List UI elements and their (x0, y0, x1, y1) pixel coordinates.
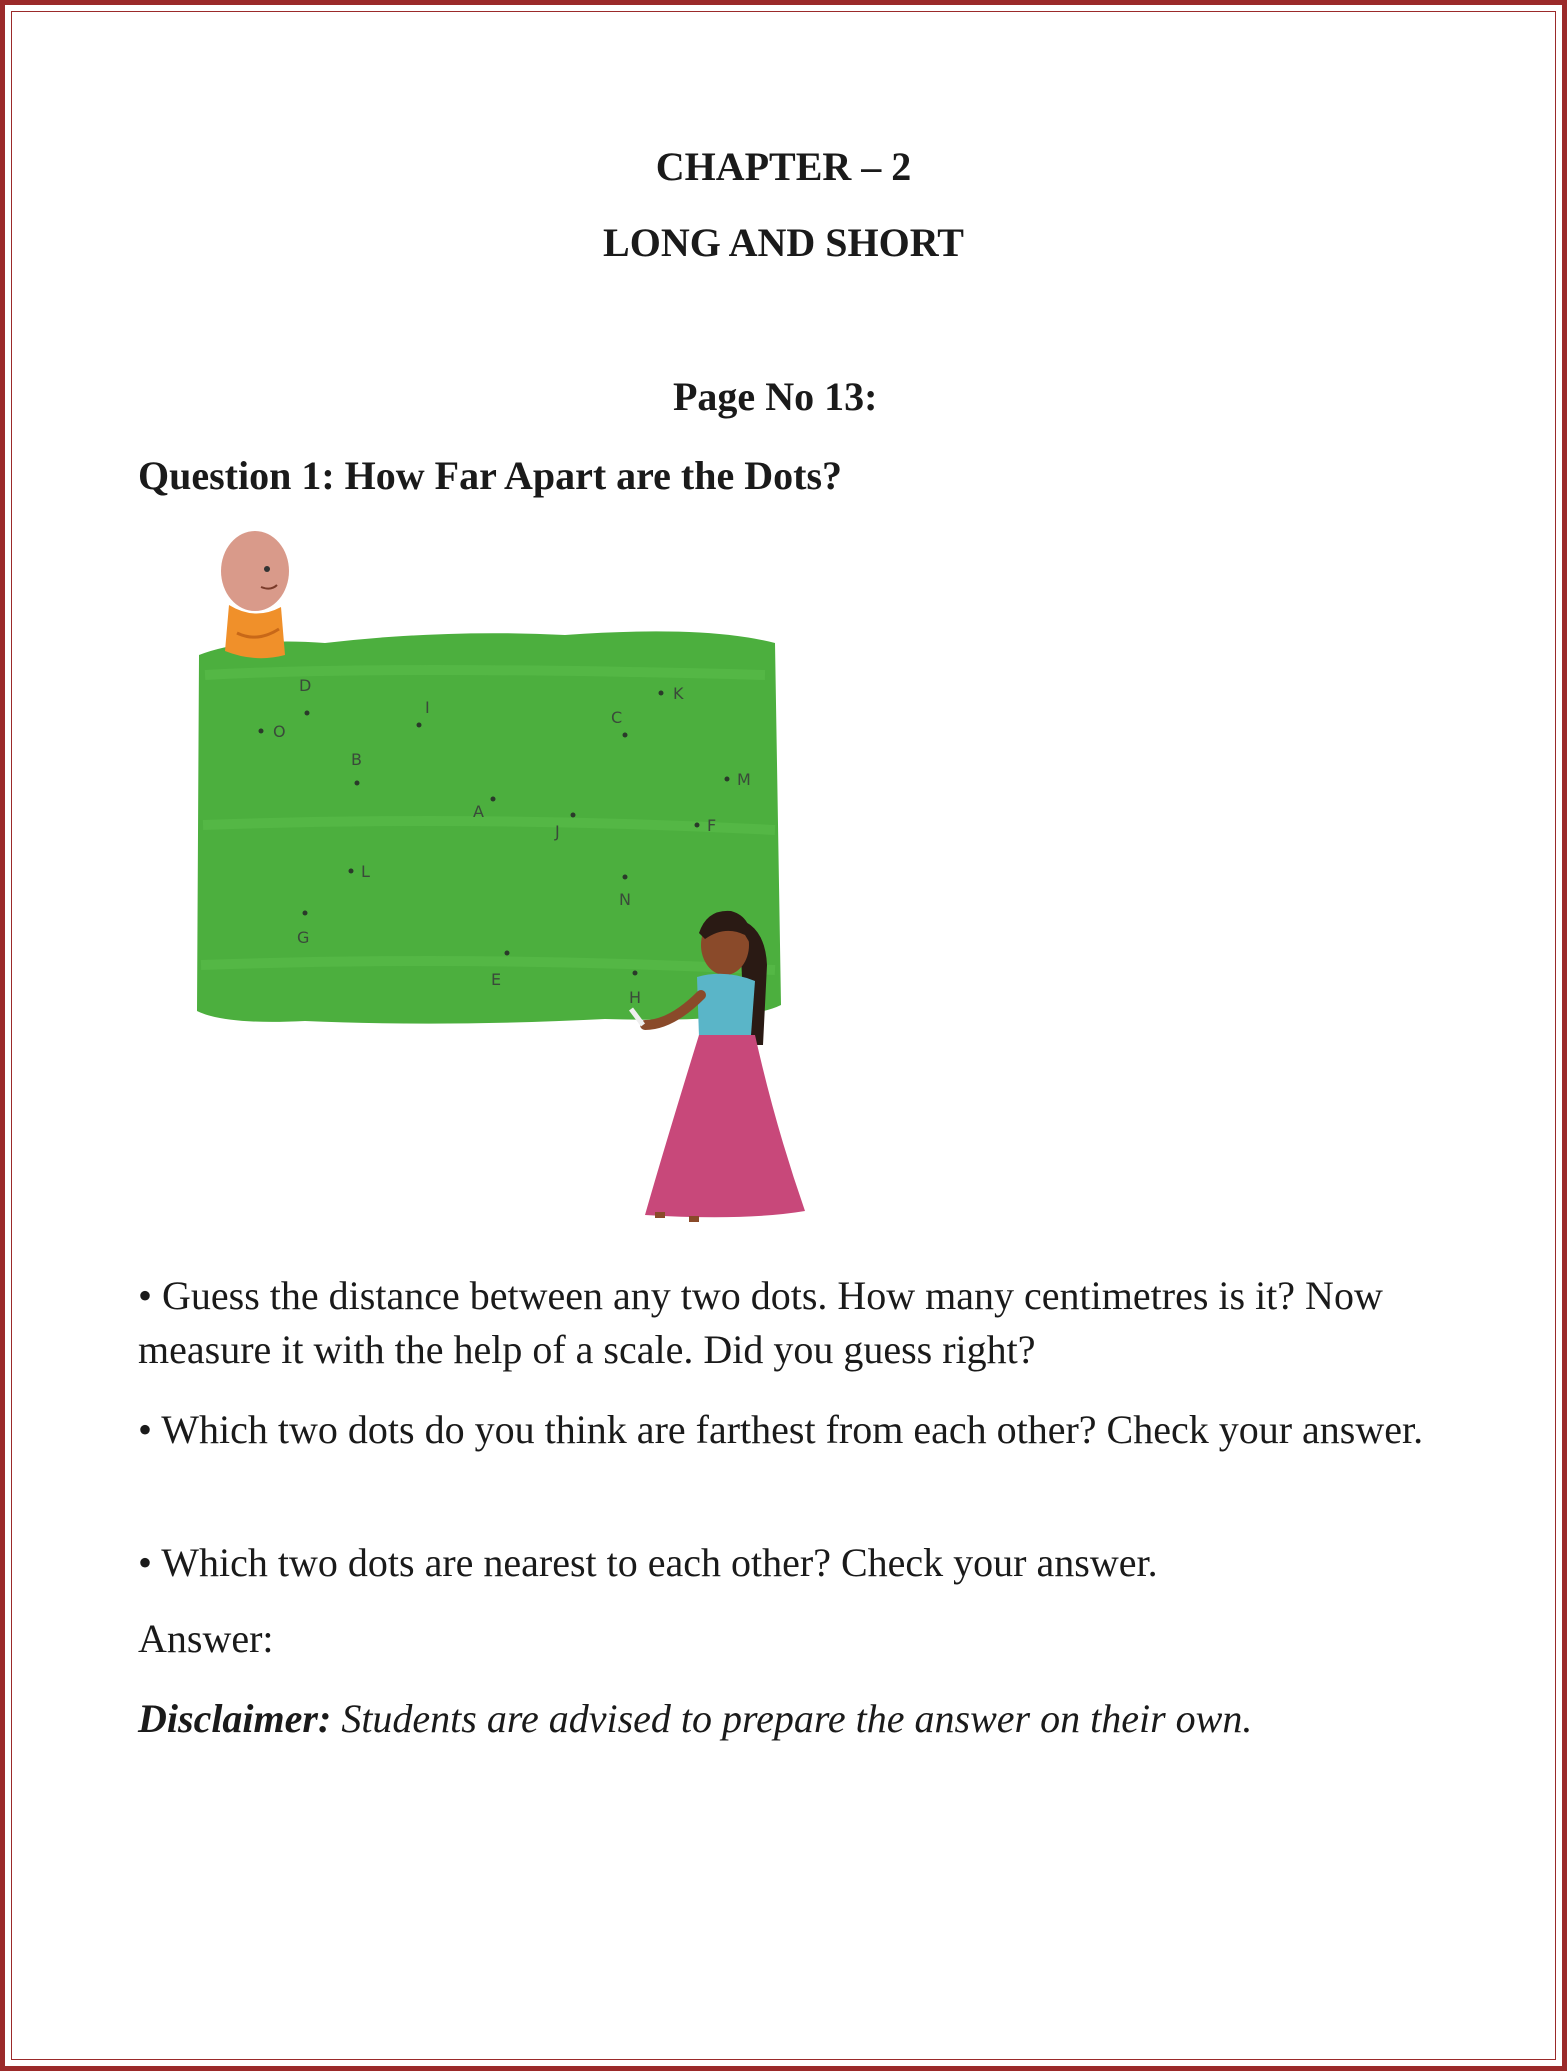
dots-board-illustration (185, 525, 825, 1225)
bullet-farthest-dots: • Which two dots do you think are farthest from each other? Check your answer. (138, 1407, 1424, 1452)
bullet-nearest-dots: • Which two dots are nearest to each other? Check your answer. (138, 1540, 1158, 1585)
svg-text:B: B (351, 750, 362, 769)
chapter-heading: CHAPTER – 2 (655, 144, 912, 189)
svg-text:E: E (491, 970, 502, 989)
svg-text:M: M (737, 770, 751, 789)
disclaimer-label: Disclaimer: (138, 1696, 332, 1741)
page-number: Page No 13: (673, 374, 878, 419)
question-title: Question 1: How Far Apart are the Dots? (138, 453, 843, 498)
disclaimer (138, 1695, 1458, 1742)
bullet-guess-distance: • Guess the distance between any two dots. How many centimetres is it? Now measure it with the help of a scale. Did you guess right? (138, 1273, 1383, 1372)
boy-figure (221, 531, 289, 658)
svg-text:I: I (425, 698, 430, 717)
svg-text:H: H (629, 988, 642, 1007)
svg-text:K: K (673, 684, 684, 703)
svg-text:C: C (611, 708, 623, 727)
svg-text:G: G (297, 928, 310, 947)
answer-label: Answer: (138, 1616, 274, 1661)
disclaimer-text: Students are advised to prepare the answer on their own. (331, 1696, 1253, 1741)
svg-text:F: F (707, 816, 717, 835)
svg-text:D: D (299, 676, 312, 695)
svg-text:A: A (473, 802, 484, 821)
svg-text:J: J (555, 822, 560, 841)
svg-text:L: L (361, 862, 370, 881)
chapter-title: LONG AND SHORT (603, 220, 964, 265)
svg-text:O: O (273, 722, 286, 741)
svg-text:N: N (619, 890, 631, 909)
